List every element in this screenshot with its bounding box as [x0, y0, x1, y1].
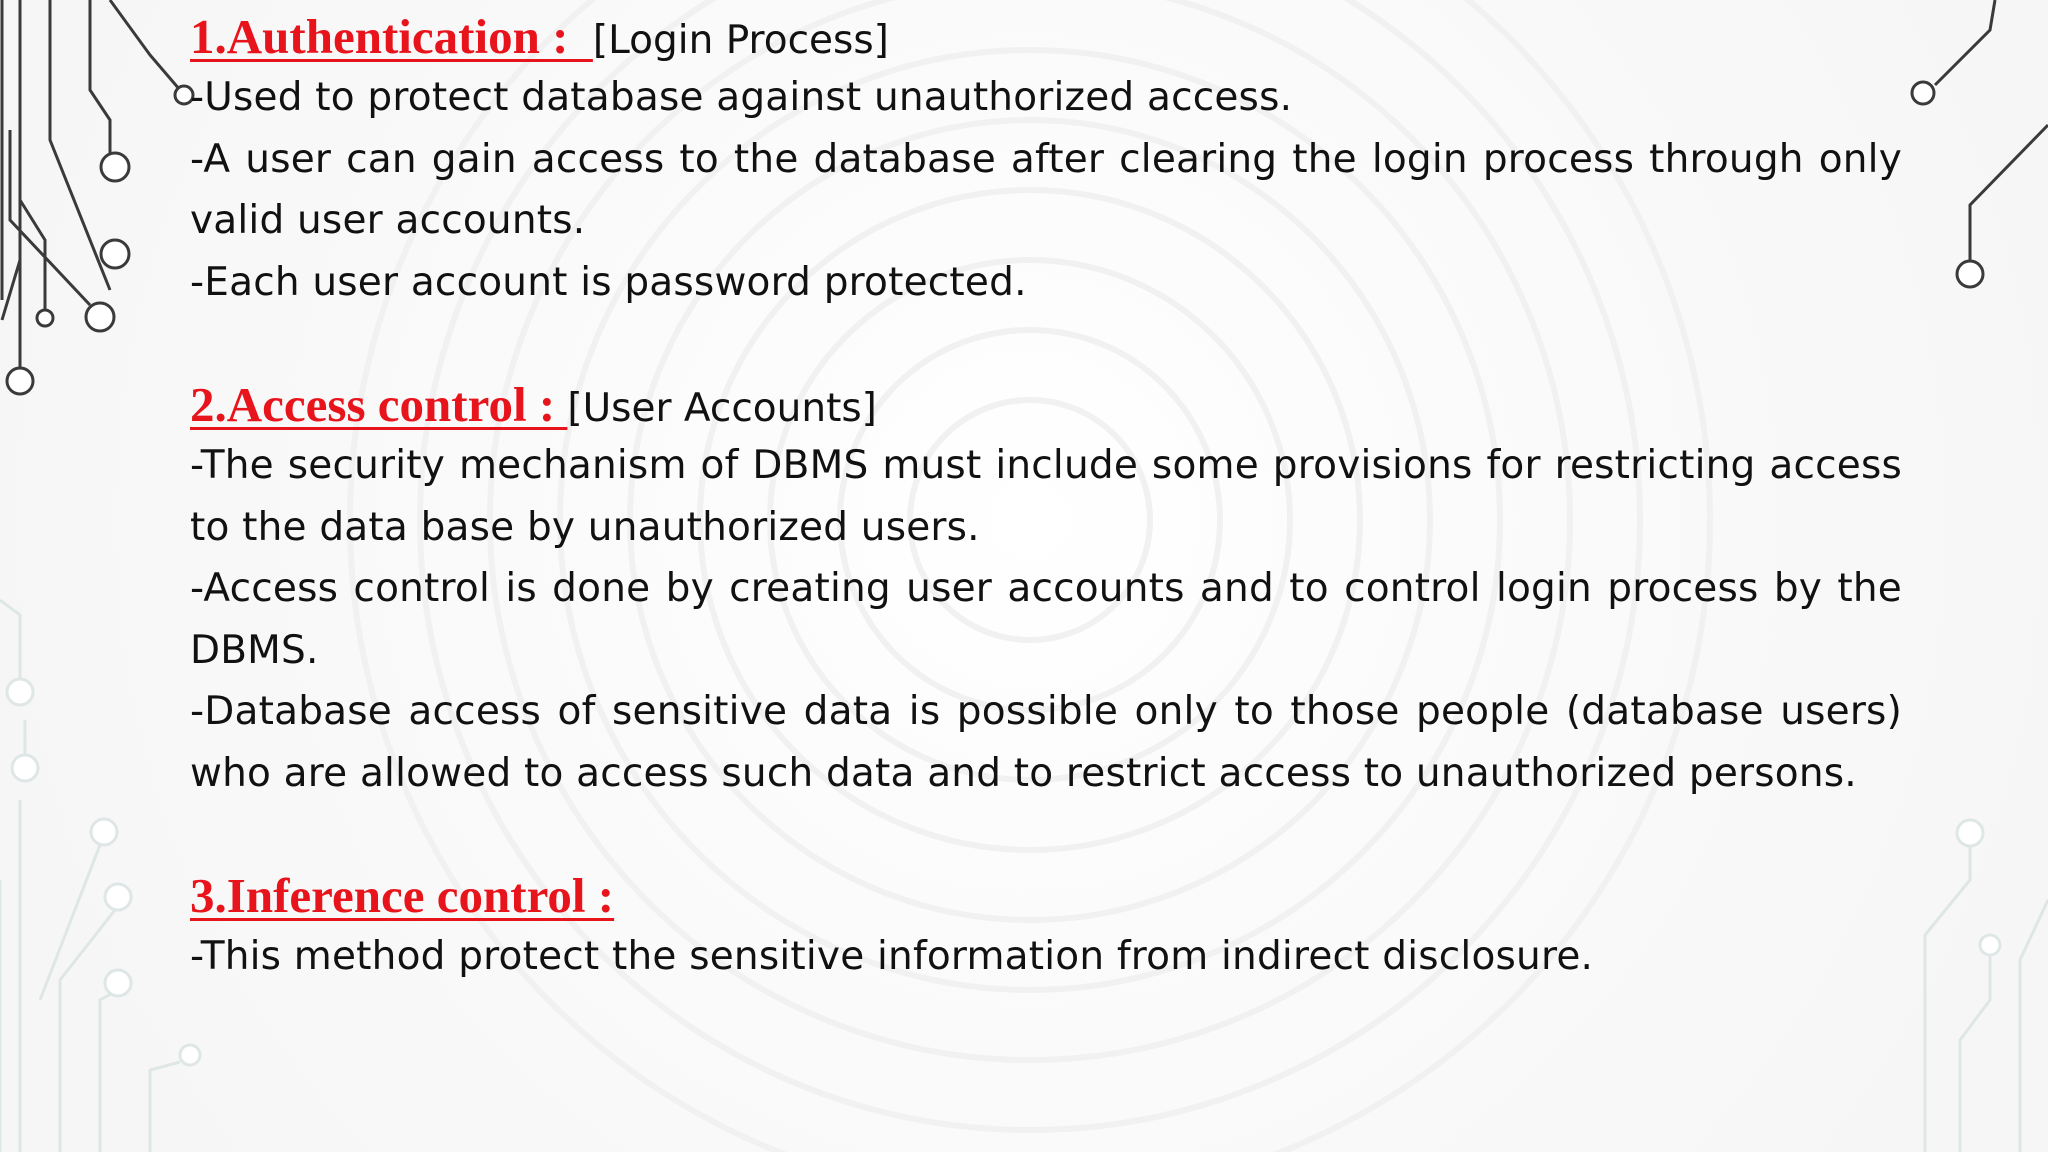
section-inference-control [190, 865, 1902, 988]
slide-content [190, 6, 1902, 988]
section-paragraph: -Each user account is password protected. [190, 259, 1027, 305]
section-heading: 1.Authentication : [190, 9, 593, 64]
section-paragraph: -The security mechanism of DBMS must include some provisions for restricting access to the data base by unauthorized users. [190, 443, 1902, 550]
section-heading-line [190, 865, 1902, 926]
section-subtitle: [User Accounts] [567, 386, 877, 431]
section-authentication [190, 6, 1902, 313]
section-heading: 2.Access control : [190, 377, 568, 432]
section-subtitle: [Login Process] [592, 18, 889, 63]
section-paragraph: -A user can gain access to the database after clearing the login process through only valid user accounts. [190, 136, 1902, 243]
section-paragraph: -Database access of sensitive data is possible only to those people (database users) who are allowed to access such data and to restrict access to unauthorized persons. [190, 689, 1902, 796]
section-heading-line [190, 6, 1902, 67]
section-heading: 3.Inference control : [190, 868, 615, 923]
section-paragraph: -This method protect the sensitive information from indirect disclosure. [190, 934, 1594, 979]
section-paragraph: -Access control is done by creating user accounts and to control login process by the DBMS. [190, 566, 1902, 673]
section-paragraph: -Used to protect database against unauthorized access. [190, 75, 1293, 120]
section-heading-line [190, 374, 1902, 435]
section-access-control [190, 374, 1902, 804]
